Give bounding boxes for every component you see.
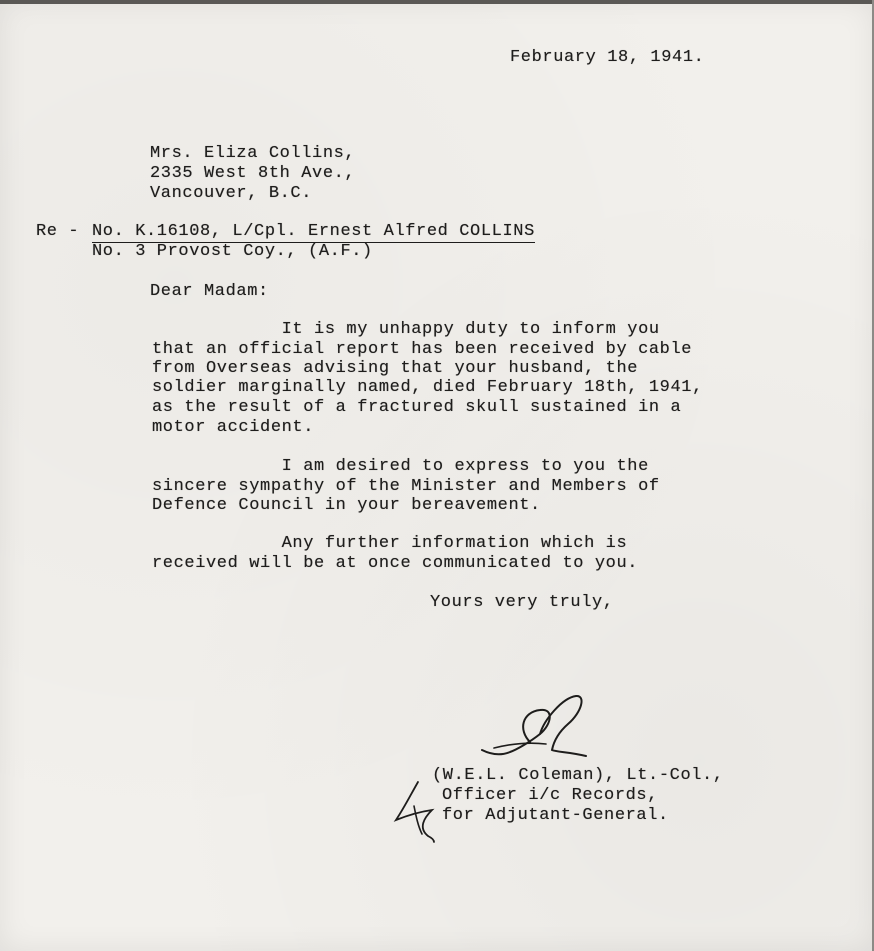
paragraph-3-line: received will be at once communicated to you. [152, 554, 639, 573]
subject-line-2: No. 3 Provost Coy., (A.F.) [92, 242, 373, 261]
page-top-edge [0, 0, 874, 4]
paragraph-1-line: soldier marginally named, died February 18th, 1941, [152, 378, 703, 397]
signature-authority: for Adjutant-General. [442, 806, 669, 825]
recipient-name: Mrs. Eliza Collins, [150, 144, 356, 163]
letter-date: February 18, 1941. [510, 48, 705, 67]
handwritten-signature [470, 690, 600, 770]
subject-line-1: No. K.16108, L/Cpl. Ernest Alfred COLLINS [92, 222, 535, 241]
paragraph-2-line: I am desired to express to you the [152, 457, 649, 476]
paragraph-2-line: Defence Council in your bereavement. [152, 496, 541, 515]
paragraph-1-line: that an official report has been received by cable [152, 340, 693, 359]
paragraph-2-line: sincere sympathy of the Minister and Members of [152, 477, 660, 496]
paragraph-1-line: It is my unhappy duty to inform you [152, 320, 660, 339]
subject-prefix: Re - [36, 222, 80, 241]
signature-title: Officer i/c Records, [442, 786, 659, 805]
recipient-city: Vancouver, B.C. [150, 184, 313, 203]
closing: Yours very truly, [430, 593, 614, 612]
paragraph-3-line: Any further information which is [152, 534, 628, 553]
paragraph-1-line: motor accident. [152, 418, 315, 437]
paragraph-1-line: from Overseas advising that your husband, the [152, 359, 639, 378]
recipient-street: 2335 West 8th Ave., [150, 164, 356, 183]
paragraph-1-line: as the result of a fractured skull sustained in a [152, 398, 682, 417]
salutation: Dear Madam: [150, 282, 269, 301]
signature-name: (W.E.L. Coleman), Lt.-Col., [432, 766, 724, 785]
initials-mark [388, 776, 444, 846]
